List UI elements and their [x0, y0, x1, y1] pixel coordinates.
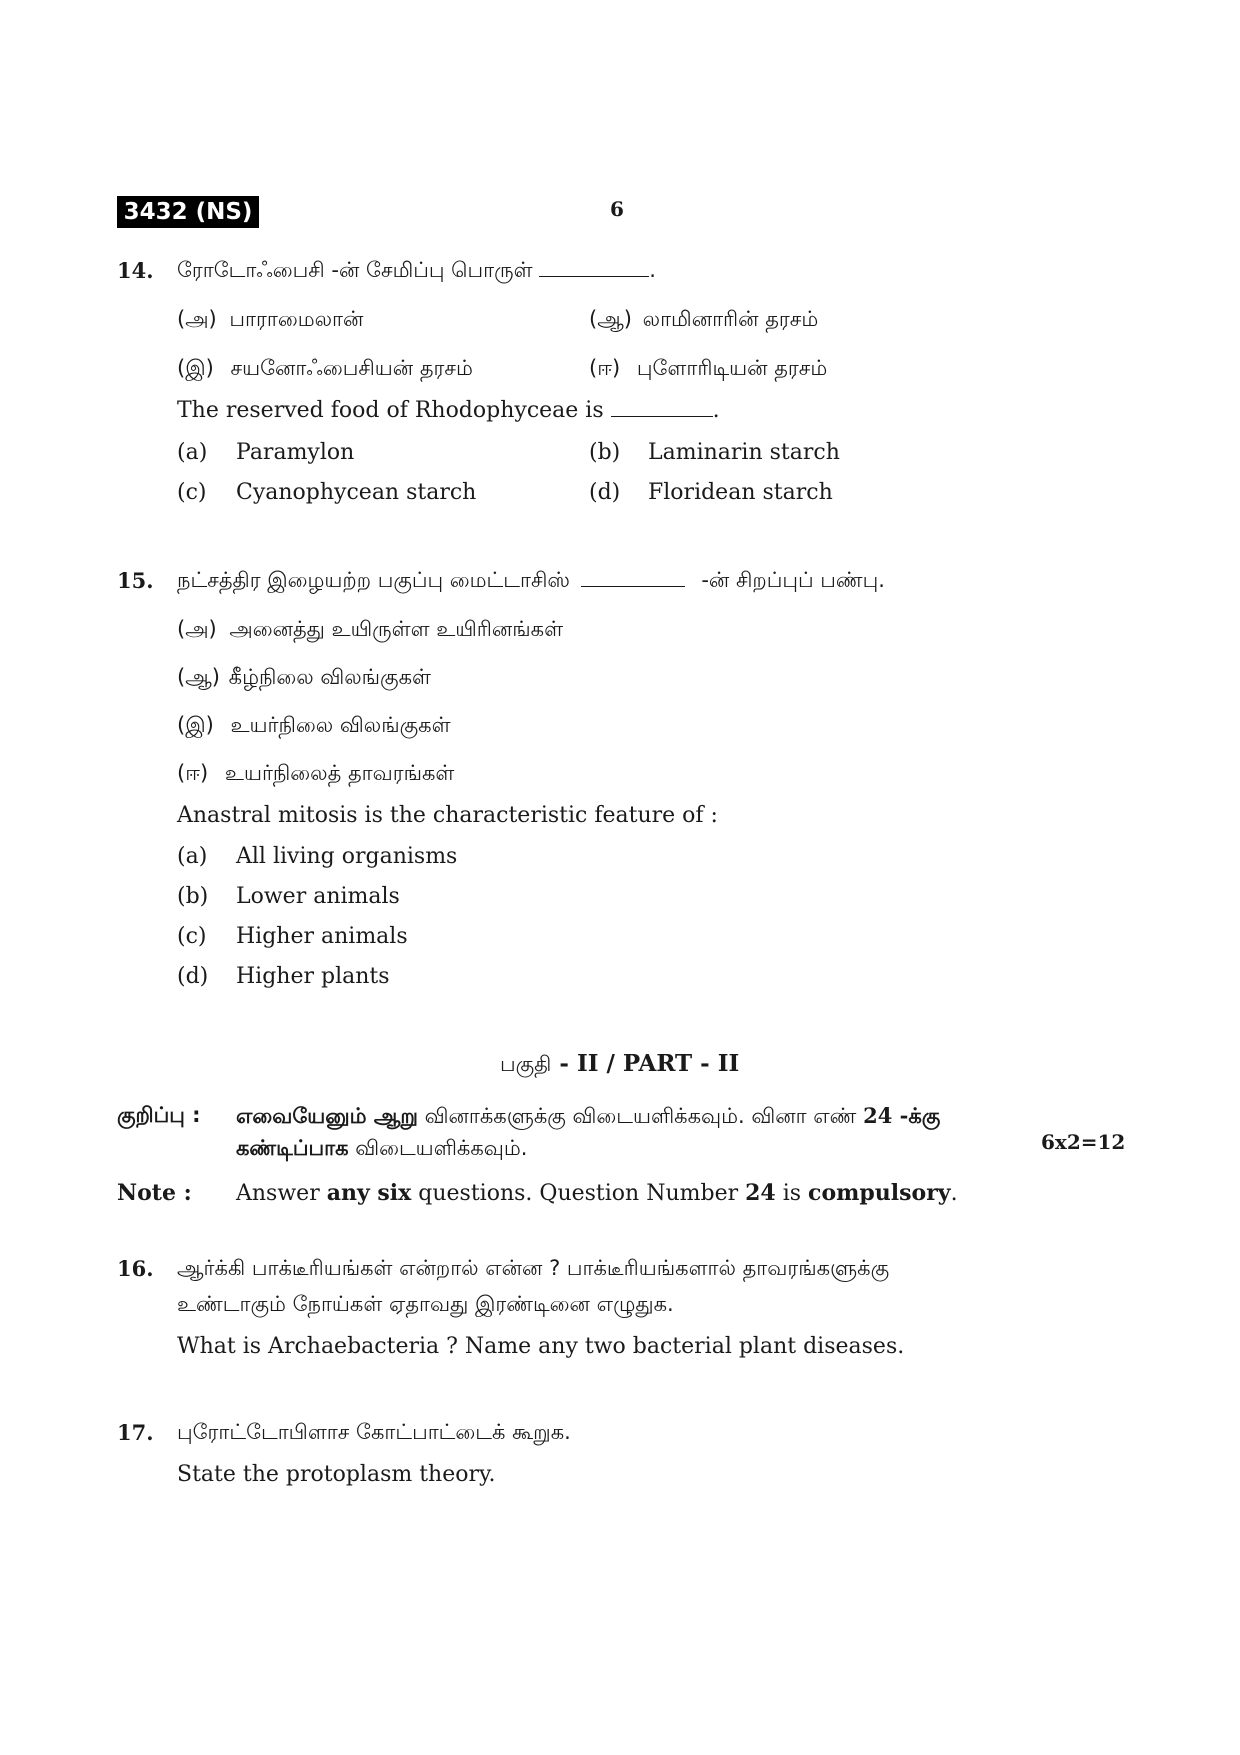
answer-blank [611, 415, 713, 417]
note-label-tamil: குறிப்பு : [117, 1103, 201, 1127]
option-ta-a: (அ) அனைத்து உயிருள்ள உயிரினங்கள் [177, 617, 564, 641]
question-number: 17. [117, 1420, 154, 1445]
answer-blank [581, 585, 685, 587]
note-text-tamil-line2: கண்டிப்பாக விடையளிக்கவும். [236, 1136, 528, 1160]
option-ta-d: (ஈ) உயர்நிலைத் தாவரங்கள் [177, 761, 455, 785]
question-text-tamil: ரோடோஃபைசி -ன் சேமிப்பு பொருள் . [177, 258, 656, 282]
marks-allocation: 6x2=12 [1041, 1130, 1126, 1154]
option-en-d-text: Floridean starch [648, 480, 833, 505]
question-text-tamil-line2: உண்டாகும் நோய்கள் ஏதாவது இரண்டினை எழுதுக. [177, 1292, 674, 1316]
question-text-english: The reserved food of Rhodophyceae is . [177, 398, 720, 423]
question-text-english: Anastral mitosis is the characteristic feature of : [177, 803, 718, 828]
note-label-english: Note : [117, 1180, 192, 1206]
option-en-a-text: Paramylon [236, 440, 355, 465]
option-ta-a: (அ) பாராமைலான் [177, 307, 364, 331]
option-en-c-text: Cyanophycean starch [236, 480, 477, 505]
option-en-c-text: Higher animals [236, 924, 408, 949]
note-text-tamil-line1: எவையேனும் ஆறு வினாக்களுக்கு விடையளிக்கவும். வினா எண் 24 -க்கு [236, 1103, 941, 1128]
question-text-english: What is Archaebacteria ? Name any two bacterial plant diseases. [177, 1334, 905, 1359]
option-ta-c: (இ) உயர்நிலை விலங்குகள் [177, 713, 451, 737]
option-en-b-text: Laminarin starch [648, 440, 840, 465]
question-text-tamil: புரோட்டோபிளாச கோட்பாட்டைக் கூறுக. [177, 1420, 571, 1444]
option-en-d-text: Higher plants [236, 964, 390, 989]
answer-blank [539, 275, 649, 277]
question-number: 15. [117, 568, 154, 593]
option-en-a: (a) [177, 844, 208, 869]
option-ta-d: (ஈ) புளோரிடியன் தரசம் [589, 356, 828, 380]
part-heading: பகுதி - II / PART - II [500, 1050, 740, 1077]
option-en-b: (b) [589, 440, 621, 465]
page-number: 6 [610, 197, 624, 221]
question-text-tamil-line1: ஆர்க்கி பாக்டீரியங்கள் என்றால் என்ன ? பாக்டீரியங்களால் தாவரங்களுக்கு [177, 1256, 890, 1280]
option-en-a-text: All living organisms [236, 844, 458, 869]
option-en-a: (a) [177, 440, 208, 465]
question-number: 14. [117, 258, 154, 283]
question-text-tamil: நட்சத்திர இழையற்ற பகுப்பு மைட்டாசிஸ் -ன் சிறப்புப் பண்பு. [177, 568, 885, 592]
option-en-d: (d) [589, 480, 621, 505]
option-en-d: (d) [177, 964, 209, 989]
option-en-c: (c) [177, 924, 207, 949]
exam-code-badge: 3432 (NS) [117, 196, 259, 228]
note-text-english: Answer any six questions. Question Number 24 is compulsory. [236, 1180, 958, 1206]
option-en-b-text: Lower animals [236, 884, 400, 909]
option-en-b: (b) [177, 884, 209, 909]
option-ta-b: (ஆ) கீழ்நிலை விலங்குகள் [177, 665, 431, 689]
option-en-c: (c) [177, 480, 207, 505]
question-number: 16. [117, 1256, 154, 1281]
option-ta-b: (ஆ) லாமினாரின் தரசம் [589, 307, 819, 331]
question-text-english: State the protoplasm theory. [177, 1462, 496, 1487]
option-ta-c: (இ) சயனோஃபைசியன் தரசம் [177, 356, 473, 380]
